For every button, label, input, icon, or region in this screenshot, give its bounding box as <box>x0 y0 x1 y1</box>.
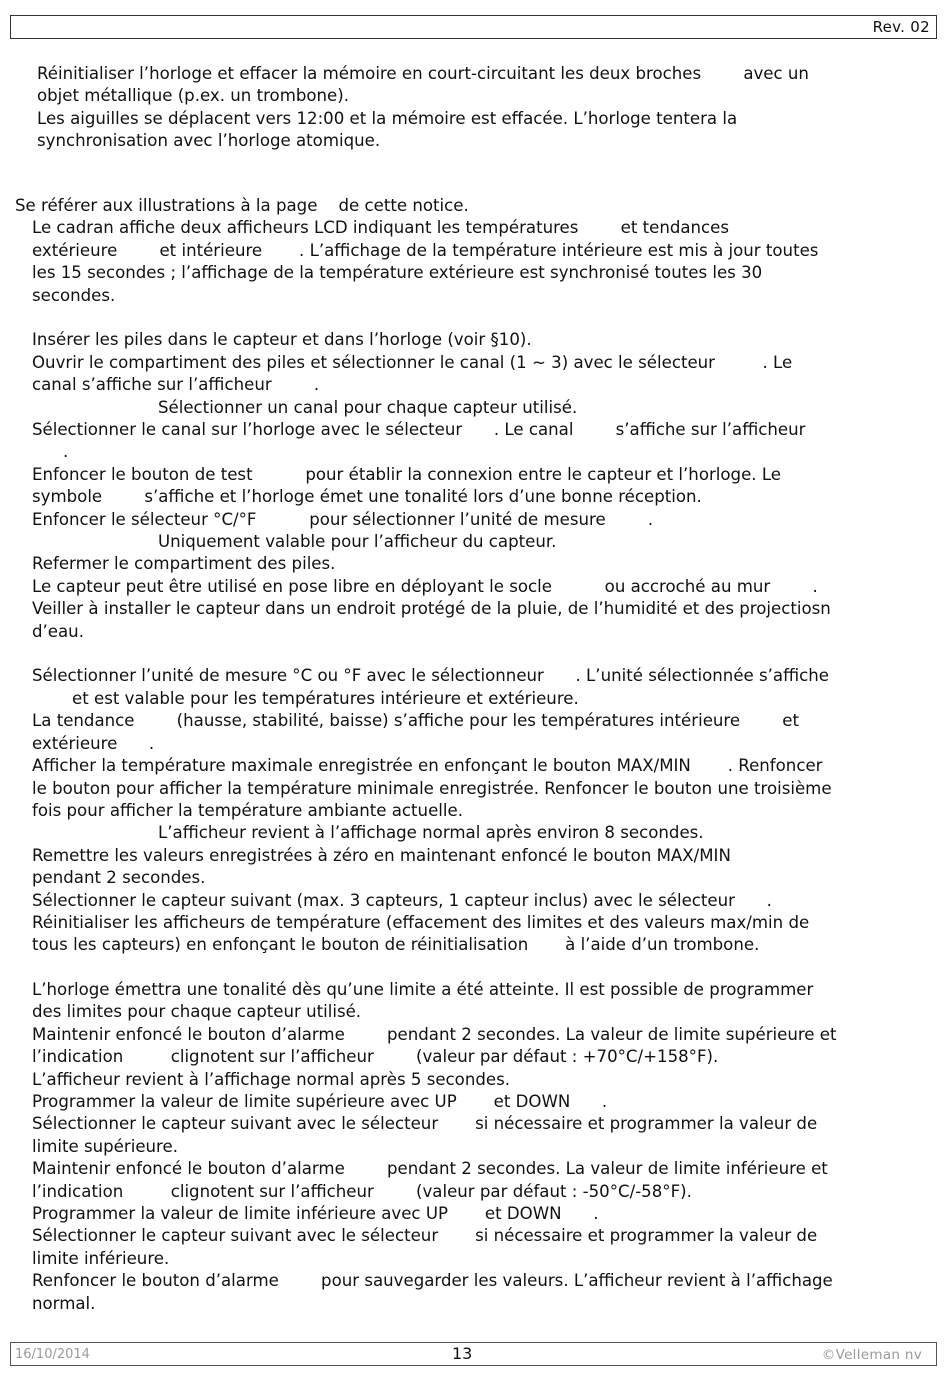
header-bar <box>10 15 937 39</box>
text-line: Enfoncer le bouton de test pour établir la connexion entre le capteur et l’horloge. Le <box>32 465 782 484</box>
text-line: Afficher la température maximale enregistrée en enfonçant le bouton MAX/MIN . Renfoncer <box>32 756 823 775</box>
text-line: les 15 secondes ; l’affichage de la température extérieure est synchronisé toutes les 30 <box>32 263 763 282</box>
revision-label: Rev. 02 <box>872 18 930 36</box>
text-line: Refermer le compartiment des piles. <box>32 554 336 573</box>
text-line: limite inférieure. <box>32 1249 170 1268</box>
text-line: L’afficheur revient à l’affichage normal après environ 8 secondes. <box>158 823 704 842</box>
text-line: Sélectionner le canal sur l’horloge avec le sélecteur . Le canal s’affiche sur l’afficheur <box>32 420 806 439</box>
text-line: Maintenir enfoncé le bouton d’alarme pendant 2 secondes. La valeur de limite inférieure et <box>32 1159 828 1178</box>
footer-date: 16/10/2014 <box>15 1347 90 1362</box>
text-line: Insérer les piles dans le capteur et dans l’horloge (voir §10). <box>32 330 532 349</box>
text-line: Renfoncer le bouton d’alarme pour sauvegarder les valeurs. L’afficheur revient à l’affichage <box>32 1271 833 1290</box>
text-line: Réinitialiser les afficheurs de température (effacement des limites et des valeurs max/min de <box>32 913 810 932</box>
text-line: Maintenir enfoncé le bouton d’alarme pendant 2 secondes. La valeur de limite supérieure et <box>32 1025 837 1044</box>
text-line: La tendance (hausse, stabilité, baisse) s’affiche pour les températures intérieure et <box>32 711 799 730</box>
text-line: Sélectionner l’unité de mesure °C ou °F avec le sélectionneur . L’unité sélectionnée s’affiche <box>32 666 829 685</box>
text-line: Remettre les valeurs enregistrées à zéro en maintenant enfoncé le bouton MAX/MIN <box>32 846 731 865</box>
text-line: . <box>63 442 69 461</box>
text-line: et est valable pour les températures intérieure et extérieure. <box>72 689 579 708</box>
text-line: Les aiguilles se déplacent vers 12:00 et la mémoire est effacée. L’horloge tentera la <box>37 109 738 128</box>
text-line: L’horloge émettra une tonalité dès qu’une limite a été atteinte. Il est possible de programmer <box>32 980 814 999</box>
text-line: L’afficheur revient à l’affichage normal après 5 secondes. <box>32 1070 511 1089</box>
footer-copyright: ©Velleman nv <box>821 1347 922 1363</box>
text-line: pendant 2 secondes. <box>32 868 206 887</box>
text-line: extérieure et intérieure . L’affichage de la température intérieure est mis à jour toutes <box>32 241 819 260</box>
page-number: 13 <box>452 1344 473 1363</box>
text-line: synchronisation avec l’horloge atomique. <box>37 131 381 150</box>
text-line: Enfoncer le sélecteur °C/°F pour sélectionner l’unité de mesure . <box>32 510 654 529</box>
text-line: Sélectionner le capteur suivant avec le sélecteur si nécessaire et programmer la valeur de <box>32 1114 818 1133</box>
text-line: Veiller à installer le capteur dans un endroit protégé de la pluie, de l’humidité et des projectiosn <box>32 599 831 618</box>
text-line: Sélectionner le capteur suivant (max. 3 capteurs, 1 capteur inclus) avec le sélecteur . <box>32 891 772 910</box>
footer-bar <box>10 1342 937 1366</box>
text-line: l’indication clignotent sur l’afficheur (valeur par défaut : +70°C/+158°F). <box>32 1047 719 1066</box>
text-line: secondes. <box>32 286 116 305</box>
text-line: l’indication clignotent sur l’afficheur (valeur par défaut : -50°C/-58°F). <box>32 1182 692 1201</box>
text-line: extérieure . <box>32 734 155 753</box>
text-line: Programmer la valeur de limite inférieure avec UP et DOWN . <box>32 1204 599 1223</box>
text-line: fois pour afficher la température ambiante actuelle. <box>32 801 463 820</box>
text-line: des limites pour chaque capteur utilisé. <box>32 1002 362 1021</box>
text-line: Uniquement valable pour l’afficheur du capteur. <box>158 532 557 551</box>
text-line: Ouvrir le compartiment des piles et sélectionner le canal (1 ~ 3) avec le sélecteur . Le <box>32 353 793 372</box>
text-line: canal s’affiche sur l’afficheur . <box>32 375 320 394</box>
text-line: normal. <box>32 1294 96 1313</box>
text-line: Le cadran affiche deux afficheurs LCD indiquant les températures et tendances <box>32 218 730 237</box>
text-line: Le capteur peut être utilisé en pose libre en déployant le socle ou accroché au mur . <box>32 577 818 596</box>
text-line: Réinitialiser l’horloge et effacer la mémoire en court-circuitant les deux broches avec un <box>37 64 809 83</box>
text-line: Programmer la valeur de limite supérieure avec UP et DOWN . <box>32 1092 608 1111</box>
text-line: d’eau. <box>32 622 84 641</box>
text-line: tous les capteurs) en enfonçant le bouton de réinitialisation à l’aide d’un trombone. <box>32 935 760 954</box>
text-line: objet métallique (p.ex. un trombone). <box>37 86 350 105</box>
text-line: symbole s’affiche et l’horloge émet une tonalité lors d’une bonne réception. <box>32 487 702 506</box>
text-line: Sélectionner le capteur suivant avec le sélecteur si nécessaire et programmer la valeur de <box>32 1226 818 1245</box>
text-line: limite supérieure. <box>32 1137 178 1156</box>
text-line: Se référer aux illustrations à la page de cette notice. <box>15 196 469 215</box>
text-line: Sélectionner un canal pour chaque capteur utilisé. <box>158 398 578 417</box>
text-line: le bouton pour afficher la température minimale enregistrée. Renfoncer le bouton une troisième <box>32 779 832 798</box>
